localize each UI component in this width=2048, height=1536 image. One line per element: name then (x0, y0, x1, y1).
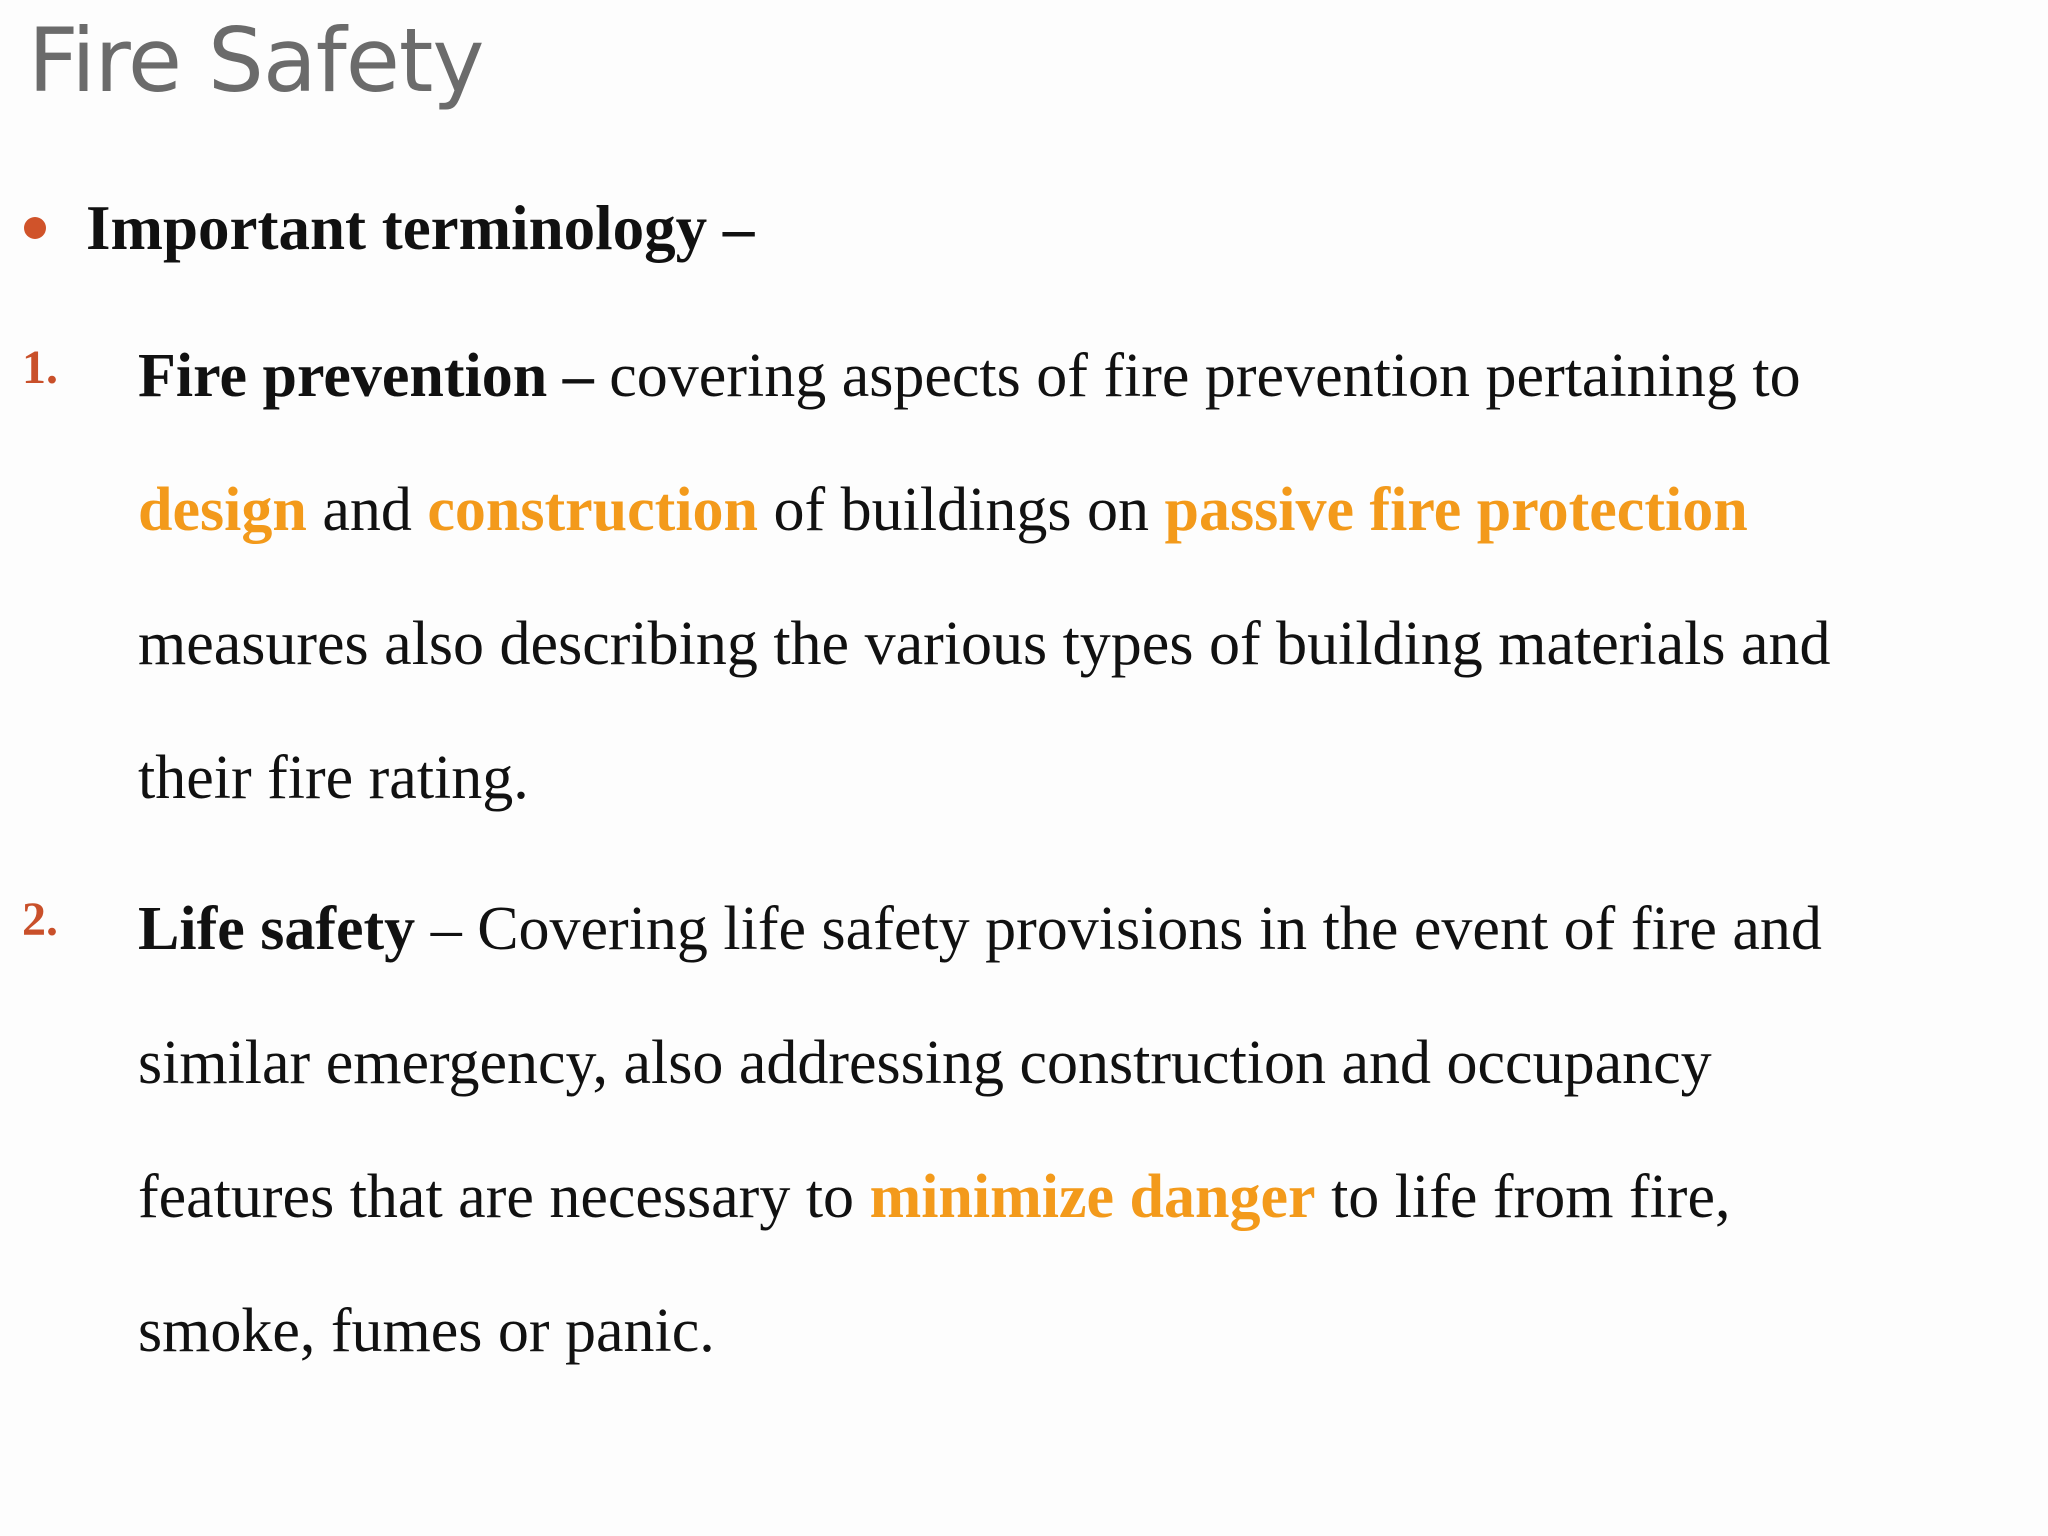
item-2-line-4: smoke, fumes or panic. (138, 1297, 715, 1365)
item-1-line-3: measures also describing the various types of building materials and (138, 610, 1831, 678)
item-2-line-3 (138, 1130, 2028, 1264)
item-2-text (138, 862, 2028, 1398)
highlight-design: design (138, 476, 307, 544)
item-1-mid-text: of buildings on (758, 476, 1165, 544)
highlight-construction: construction (427, 476, 759, 544)
item-2-line-1-text: – Covering life safety provisions in the event of fire and (415, 895, 1822, 963)
bullet-dot-icon (24, 217, 46, 239)
item-1-term: Fire prevention – (138, 342, 594, 410)
slide-title: Fire Safety (28, 9, 484, 112)
bullet-item (24, 178, 754, 278)
item-2-number: 2. (22, 893, 58, 946)
item-1-number: 1. (22, 341, 58, 394)
item-2-line-1 (138, 862, 2028, 996)
item-1-line-1-text: covering aspects of fire prevention pertaining to (593, 342, 1801, 410)
item-1-line-1 (138, 309, 2028, 443)
highlight-passive-fire-protection: passive fire protection (1164, 476, 1748, 544)
item-2-term: Life safety (138, 895, 416, 963)
item-1-line-2 (138, 443, 2028, 577)
bullet-heading: Important terminology – (86, 192, 755, 263)
item-1-text (138, 309, 2028, 845)
item-2-line-3-start: features that are necessary to (138, 1163, 870, 1231)
item-2-line-2: similar emergency, also addressing construction and occupancy (138, 1029, 1712, 1097)
highlight-minimize-danger: minimize danger (869, 1163, 1316, 1231)
item-1-line-4: their fire rating. (138, 744, 529, 812)
item-2-line-3-end: to life from fire, (1315, 1163, 1731, 1231)
item-1-and: and (306, 476, 428, 544)
